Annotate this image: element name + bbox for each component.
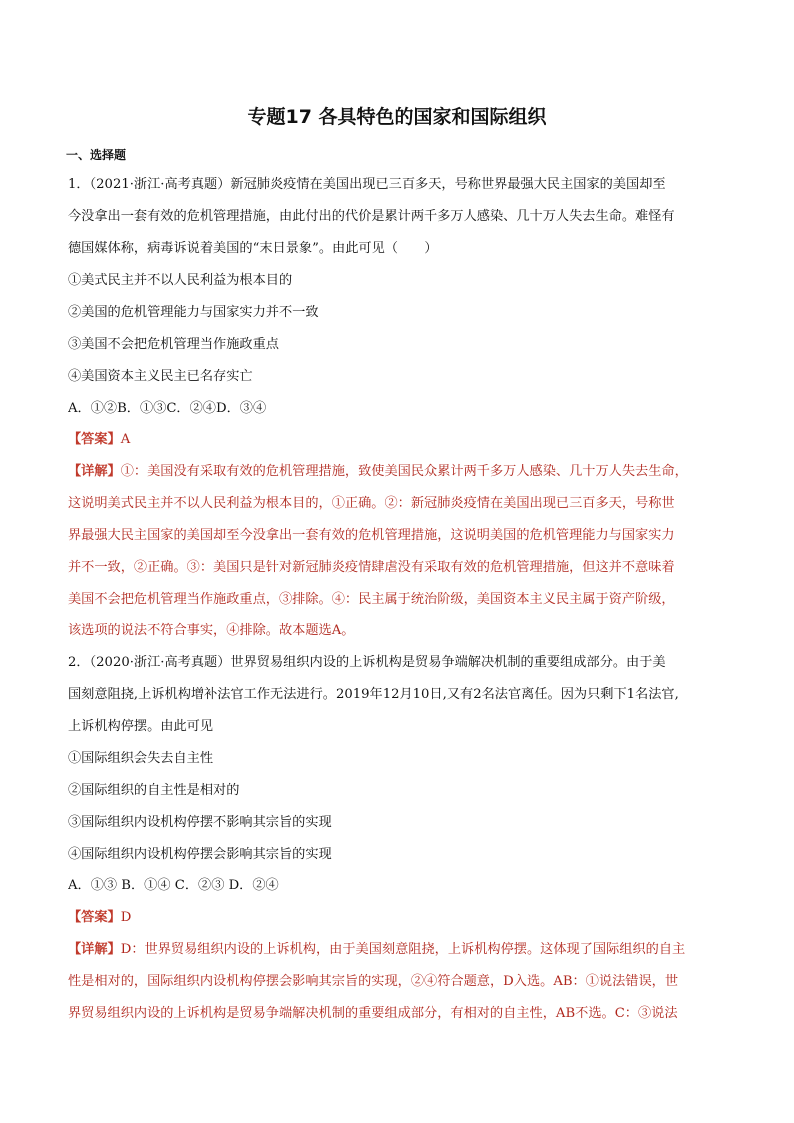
section-heading: 一、选择题 xyxy=(66,148,127,162)
q1-line-1: 1．（2021·浙江·高考真题）新冠肺炎疫情在美国出现已三百多天，号称世界最强大民主国家的美国却至 xyxy=(68,177,666,192)
q1-detail-2: 这说明美式民主并不以人民利益为根本目的，①正确。②：新冠肺炎疫情在美国出现已三百多天，号称世 xyxy=(68,496,675,511)
q1-detail-3: 界最强大民主国家的美国却至今没拿出一套有效的危机管理措施，这说明美国的危机管理能力与国家实力 xyxy=(68,528,675,543)
q2-option-4: ④国际组织内设机构停摆会影响其宗旨的实现 xyxy=(68,847,332,862)
q2-detail-3: 界贸易组织内设的上诉机构是贸易争端解决机制的重要组成部分，有相对的自主性，AB不选。C：③说法 xyxy=(68,1006,678,1021)
q1-detail-6: 该选项的说法不符合事实，④排除。故本题选A。 xyxy=(68,623,355,638)
q1-line-3: 德国媒体称，病毒诉说着美国的“末日景象”。由此可见（ ） xyxy=(68,241,438,256)
q1-answer xyxy=(68,431,733,449)
q2-line-3: 上诉机构停摆。由此可见 xyxy=(68,719,214,734)
q1-line-2: 今没拿出一套有效的危机管理措施，由此付出的代价是累计两千多万人感染、几十万人失去生命。难怪有 xyxy=(68,209,675,224)
detail-label: 【详解】 xyxy=(68,942,121,957)
q1-detail-5: 美国不会把危机管理当作施政重点，③排除。④：民主属于统治阶级，美国资本主义民主属于资产阶级， xyxy=(68,592,675,607)
q1-detail-4: 并不一致，②正确。③：美国只是针对新冠肺炎疫情肆虐没有采取有效的危机管理措施，但这并不意味着 xyxy=(68,560,675,575)
answer-value: A xyxy=(120,432,131,447)
q2-line-1: 2．（2020·浙江·高考真题）世界贸易组织内设的上诉机构是贸易争端解决机制的重要组成部分。由于美 xyxy=(68,655,666,670)
answer-label: 【答案】 xyxy=(68,432,121,447)
q1-option-3: ③美国不会把危机管理当作施政重点 xyxy=(68,337,279,352)
q2-line-2: 国刻意阻挠,上诉机构增补法官工作无法进行。2019年12月10日,又有2名法官离任。因为只剩下1名法官, xyxy=(68,687,679,702)
q2-choices: A．①③ B．①④ C．②③ D．②④ xyxy=(68,878,279,893)
q2-option-1: ①国际组织会失去自主性 xyxy=(68,751,214,766)
detail-text: ①：美国没有采取有效的危机管理措施，致使美国民众累计两千多万人感染、几十万人失去生命， xyxy=(120,464,688,479)
q2-detail-2: 性是相对的，国际组织内设机构停摆会影响其宗旨的实现，②④符合题意，D入选。AB：①说法错误，世 xyxy=(68,974,679,989)
q2-answer xyxy=(68,909,733,927)
q1-option-1: ①美式民主并不以人民利益为根本目的 xyxy=(68,273,293,288)
q1-choices: A．①②B．①③C．②④D．③④ xyxy=(68,401,267,416)
answer-value: D xyxy=(120,910,132,925)
q2-detail-1 xyxy=(68,941,733,959)
q1-option-4: ④美国资本主义民主已名存实亡 xyxy=(68,369,253,384)
detail-label: 【详解】 xyxy=(68,464,121,479)
answer-label: 【答案】 xyxy=(68,910,121,925)
q1-detail-1 xyxy=(68,463,733,481)
q2-option-2: ②国际组织的自主性是相对的 xyxy=(68,783,240,798)
q1-option-2: ②美国的危机管理能力与国家实力并不一致 xyxy=(68,305,319,320)
detail-text: D：世界贸易组织内设的上诉机构，由于美国刻意阻挠，上诉机构停摆。这体现了国际组织的自主 xyxy=(120,942,686,957)
q2-option-3: ③国际组织内设机构停摆不影响其宗旨的实现 xyxy=(68,815,332,830)
page-title: 专题17 各具特色的国家和国际组织 xyxy=(247,106,547,128)
